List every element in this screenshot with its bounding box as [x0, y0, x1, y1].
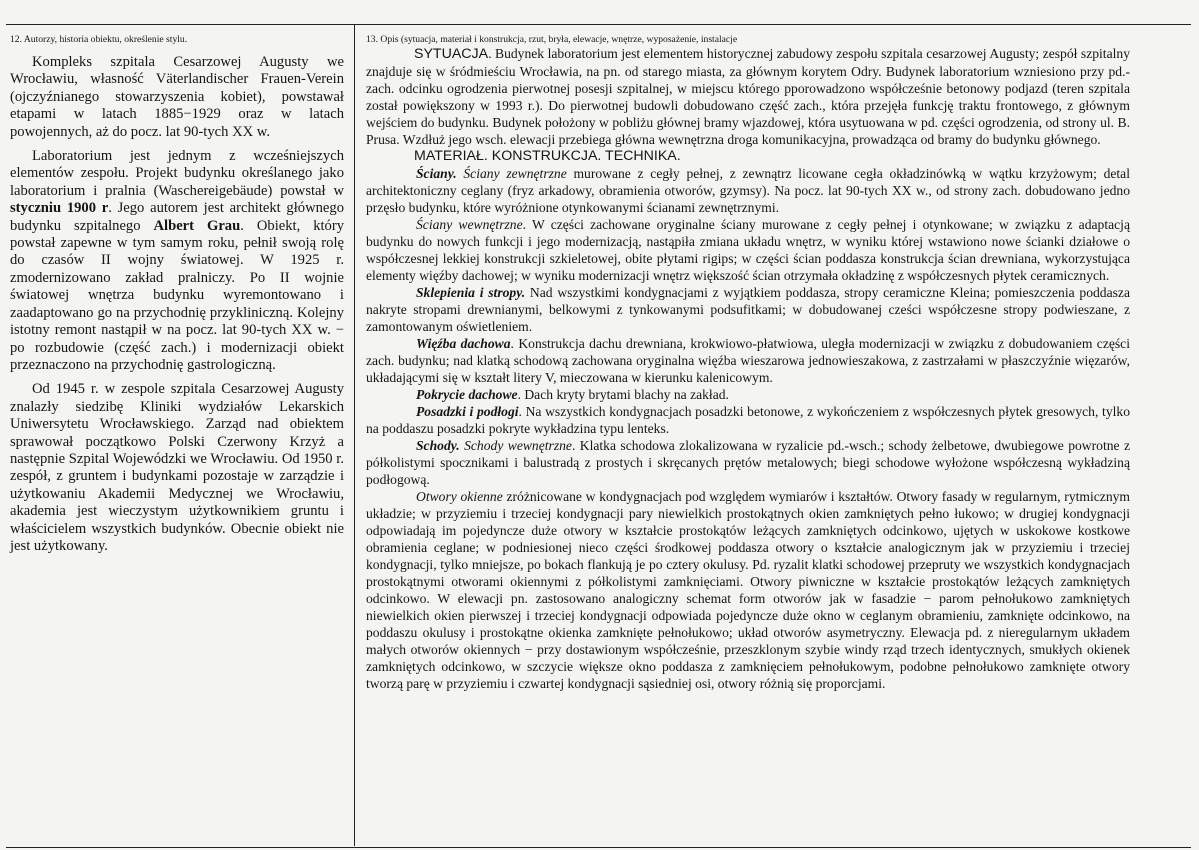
history-text-span: . Obiekt, który powstał zapewne w tym samym roku, pełnił swoją rolę do czasów II wojny światowej. W 1925 r. zmodernizowano zakład pralniczy. Po II wojnie światowej wnętrza budynku wyremontowano i zaadaptowano go na przychodnię przykliniczną. Kolejny istotny remont nastąpił w na pocz. lat 90-tych XX w. − po rozbudowie (część zach.) i modernizacji obiekt przeznaczono na przychodnię gastrologiczną.	[10, 217, 344, 373]
stairs-subheading: Schody wewnętrzne	[464, 438, 572, 453]
windows-text: zróżnicowane w kondygnacjach pod względem wymiarów i kształtów. Otwory fasady w regularnym, rytmicznym układzie; w przyziemiu i trzeciej kondygnacji pary niewielkich prostokątnych okien zamkniętych pełno łukowo; w drugiej kondygnacji odpowiadają im pojedyncze duże otwory w kształcie prostokątów leżących zamkniętych odcinkowo, ujętych w uskokowe kostkowe obramienia ceglane; w podniesionej nieco części środkowej poddasza otwory o kształcie analogicznym jak w przyziemiu i trzeciej kondygnacji, tylko mniejsze, po bokach flankują je po cztery okulusy. Pd. ryzalit klatki schodowej przepruty we wszystkich kondygnacjach prostokątnymi otworami okiennymi z półkolistymi zamknięciami. Otwory piwniczne w kształcie prostokątów leżących zamkniętych odcinkowo. W elewacji pn. zastosowano analogiczny schemat form otworów jak w fasadzie − parom pełnołukowo zamkniętych niewielkich okien pierwszej i trzeciej kondygnacji odpowiada pojedyncze duże okno w ceglanym obramieniu, zamknięte odcinkowo, na poddaszu okulusy i prostokątne okienka zamknięte pełnołukowo; układ otworów asymetryczny. Elewacja pd. z nieregularnym układem małych otworów okiennych − przy dostawionym współcześnie, przeszklonym szybie windy rząd trzech identycznych, smukłych okienek zamkniętych odcinkowo, w szczycie większe okno poddasza z zamknięciem pełnołukowym, podobne pełnołukowo zamknięte otwory tworzą parę w przyziemiu i czwartej kondygnacji sąsiedniej osi, otwory różnią się proporcjami.	[366, 489, 1130, 691]
floors-label: Posadzki i podłogi	[416, 404, 519, 419]
inner-walls-subheading: Ściany wewnętrzne	[416, 217, 523, 232]
roof-structure-paragraph	[366, 335, 1130, 386]
roof-cover-paragraph	[366, 386, 1130, 403]
stairs-paragraph	[366, 437, 1130, 488]
architect-name: Albert Grau	[153, 217, 241, 234]
walls-label: Ściany.	[416, 166, 457, 181]
column-divider	[354, 24, 355, 846]
material-heading: MATERIAŁ. KONSTRUKCJA. TECHNIKA.	[414, 148, 681, 164]
vaults-text: Nad wszystkimi kondygnacjami z wyjątkiem poddasza, stropy ceramiczne Kleina; pomieszczenia poddasza nakryte stropami drewnianymi, belkowymi z tynkowanymi podsufitkami; w dobudowanej cześci współczesne stropy podwieszane, z zamontowanym oświetleniem.	[366, 285, 1130, 334]
walls-paragraph	[366, 165, 1130, 216]
inner-walls-paragraph	[366, 216, 1130, 284]
inner-walls-text: . W części zachowane oryginalne ściany murowane z cegły pełnej i otynkowane; w związku z adaptacją budynku do nowych funkcji i jego modernizacją, nastąpiła zmiana układu wnętrz, w wyniku której wstawiono nowe ścianki działowe o współczesnej lekkiej konstrukcji szkieletowej, obite płytami rigips; w części ścian poddasza konstrukcja ścian drewniana, wykorzystująca elementy więźby dachowej; w wyniku modernizacji wnętrz większość ścian otrzymała okładzinę z współczesnych płytek ceramicznych.	[366, 217, 1130, 283]
history-text-span: Laboratorium jest jednym z wcześniejszych elementów zespołu. Projekt budynku określanego jako laboratorium i pralnia (Waschereigebäude) powstał w	[10, 148, 344, 199]
description-text	[366, 45, 1130, 692]
stairs-text: . Klatka schodowa zlokalizowana w ryzalicie pd.-wsch.; schody żelbetowe, dwubiegowe powrotne z półkolistymi spocznikami i balustradą z prostych i skręcanych prętów metalowych; biegi schodowe wyłożone współczesną wykładziną podłogową.	[366, 438, 1130, 487]
vaults-paragraph	[366, 284, 1130, 335]
description-column	[366, 34, 1130, 692]
windows-subheading: Otwory okienne	[416, 489, 503, 504]
floors-paragraph	[366, 403, 1130, 437]
history-text-span: . Jego autorem jest architekt głównego budynku szpitalnego	[10, 200, 344, 234]
situation-text: . Budynek laboratorium jest elementem historycznej zabudowy zespołu szpitala cesarzowej Augusty; zespół szpitalny znajduje się w śródmieściu Wrocławia, na pn. od starego miasta, za głównym korytem Odry. Budynek laboratorium wzniesiono przy pd.-zach. odcinku ogrodzenia pierwotnej posesji szpitalnej, w miejscu którego pporowadzono współcześnie betonowy podjazd (teren szpitala został powiększony w 1993 r.). Do pierwotnej budowli dobudowano część zach., która przejęła funkcję traktu frontowego, z głównym wejściem do budynku. Budynek położony w pobliżu głównej bramy wjazdowej, która usytuowana w pd. części ogrodzenia, od strony ul. B. Prusa. Wzdłuż jego wsch. elewacji przebiega główna wewnętrzna droga komunikacyjna, prowadząca od bramy do budynku głównego.	[366, 46, 1130, 147]
vaults-label: Sklepienia i stropy.	[416, 285, 526, 300]
roof-cover-label: Pokrycie dachowe	[416, 387, 518, 402]
history-paragraph-3: Od 1945 r. w zespole szpitala Cesarzowej Augusty znalazły siedzibę Kliniki wydziałów Lekarskich Uniwersytetu Wrocławskiego. Zarząd nad obiektem sprawował początkowo Polski Czerwony Krzyż a następnie Szpital Wojewódzki we Wrocławiu. Od 1950 r. zespół, z gruntem i budynkami pozostaje w zarządzie i użytkowaniu Akademii Medycznej we Wrocławiu, akademia jest wieczystym użytkownikiem gruntu i właścicielem wszystkich budynków. Obecnie obiekt nie jest użytkowany.	[10, 381, 344, 554]
windows-paragraph	[366, 488, 1130, 692]
roof-structure-label: Więźba dachowa	[416, 336, 511, 351]
floors-text: . Na wszystkich kondygnacjach posadzki betonowe, z wykończeniem z współczesnych płytek gresowych, tylko na poddaszu posadzki pokryte wykładzina typu lenteks.	[366, 404, 1130, 436]
roof-structure-text: . Konstrukcja dachu drewniana, krokwiowo-płatwiowa, uległa modernizacji w związku z dobudowaniem części zach. budynku; nad klatką schodową zachowana oryginalna więźba wieszarowa jednowieszakowa, z zastrzałami w płaszczyźnie więzarów, układającymi się w kształt litery V, mieczowana w kierunku kalenicowym.	[366, 336, 1130, 385]
walls-text: murowane z cegły pełnej, z zewnątrz licowane cegła okładzinówką w wątku krzyżowym; detal architektoniczny ceglany (fryz arkadowy, obramienia otworów, gzymsy). Na pocz. lat 90-tych XX w., od strony zach. dobudowano jedno przęsło budynku, które wyróżnione otynkowanymi ścianami zewnętrznymi.	[366, 166, 1130, 215]
history-paragraph-1: Kompleks szpitala Cesarzowej Augusty we Wrocławiu, własność Väterlandischer Frauen-Verein (ojczyźnianego stowarzyszenia kobiet), powstawał etapami w latach 1885−1929 oraz w latach powojennych, aż do pocz. lat 90-tych XX w.	[10, 54, 344, 140]
history-section-header: 12. Autorzy, historia obiektu, określenie stylu.	[10, 34, 188, 45]
stairs-label: Schody.	[416, 438, 460, 453]
history-column	[10, 34, 344, 562]
situation-heading: SYTUACJA	[414, 46, 489, 62]
walls-subheading: Ściany zewnętrzne	[463, 166, 567, 181]
roof-cover-text: . Dach kryty brytami blachy na zakład.	[517, 387, 729, 402]
description-section-header: 13. Opis (sytuacja, materiał i konstrukcja, rzut, bryła, elewacje, wnętrze, wyposażenie, instalacje	[366, 34, 738, 45]
history-text	[10, 54, 344, 555]
history-paragraph-2	[10, 148, 344, 374]
date-highlight: styczniu 1900 r	[10, 200, 109, 217]
situation-paragraph	[366, 45, 1130, 148]
